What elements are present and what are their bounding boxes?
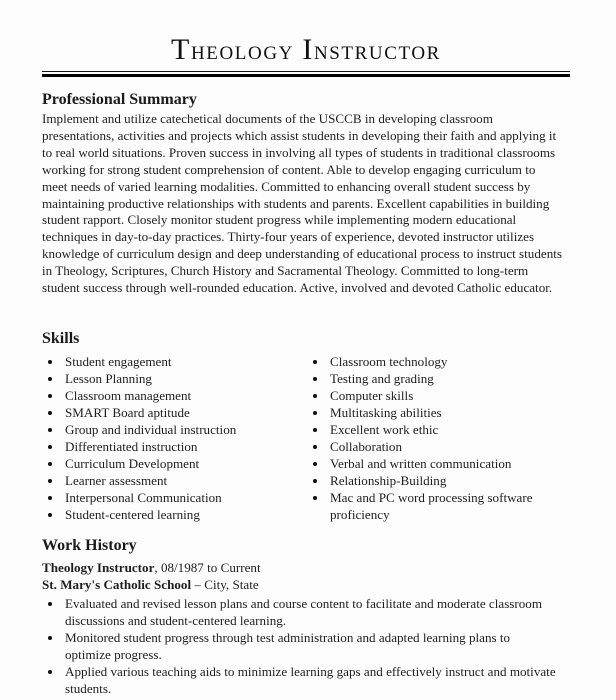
summary-text: Implement and utilize catechetical documents of the USCCB in developing classroom presentations, activities and projects which assist students in developing their faith and applying it to real world situations. Proven success in involving all types of students in traditional classrooms working for strong student comprehension of content. Able to develop engaging curriculum to meet needs of varied learning modalities. Committed to enhancing overall student success by maintaining productive relationships with students and parents. Excellent capabilities in building student rapport. Closely monitor student progress while implementing modern educational techniques in day-to-day practices. Thirty-four years of experience, devoted instructor utilizes knowledge of curriculum design and deep understanding of educational process to instruct students in Theology, Scriptures, Church History and Sacramental Theology. Committed to long-term student success through well-rounded education. Active, involved and devoted Catholic educator. bbox=[42, 111, 562, 296]
skill-item: Group and individual instruction bbox=[42, 421, 307, 438]
job-dates: , 08/1987 to Current bbox=[154, 560, 261, 575]
skill-item: Relationship-Building bbox=[307, 472, 552, 489]
skill-item: Classroom management bbox=[42, 387, 307, 404]
title-word-rest: nstructor bbox=[313, 35, 441, 65]
skill-item: Testing and grading bbox=[307, 370, 552, 387]
skill-item: Student-centered learning bbox=[42, 506, 307, 523]
job-title-line bbox=[42, 559, 261, 576]
skills-list-right bbox=[307, 353, 552, 523]
title-divider-thick bbox=[42, 74, 570, 77]
duty-item: Evaluated and revised lesson plans and course content to facilitate and moderate classroom discussions and student-centered learning. bbox=[42, 595, 557, 629]
title-initial: T bbox=[171, 33, 191, 66]
duty-item: Applied various teaching aids to minimize learning gaps and effectively instruct and motivate students. bbox=[42, 663, 557, 697]
section-heading-work-history: Work History bbox=[42, 537, 137, 554]
title-word-rest: heology bbox=[190, 35, 294, 65]
title-initial: I bbox=[302, 33, 314, 66]
skill-item: Interpersonal Communication bbox=[42, 489, 307, 506]
job-location: – City, State bbox=[191, 577, 259, 592]
job-duties-list bbox=[42, 595, 557, 697]
skill-item: Collaboration bbox=[307, 438, 552, 455]
skill-item: Classroom technology bbox=[307, 353, 552, 370]
skill-item: Learner assessment bbox=[42, 472, 307, 489]
skills-list-left bbox=[42, 353, 307, 523]
skill-item: Multitasking abilities bbox=[307, 404, 552, 421]
job-title: Theology Instructor bbox=[42, 560, 155, 575]
section-heading-summary: Professional Summary bbox=[42, 91, 197, 108]
job-employer-line bbox=[42, 576, 259, 593]
title-divider-thin bbox=[42, 71, 570, 72]
skill-item: Verbal and written communication bbox=[307, 455, 552, 472]
resume-title bbox=[42, 33, 570, 66]
skill-item: Differentiated instruction bbox=[42, 438, 307, 455]
skill-item: Student engagement bbox=[42, 353, 307, 370]
skill-item: Mac and PC word processing software proficiency bbox=[307, 489, 552, 523]
skill-item: Lesson Planning bbox=[42, 370, 307, 387]
section-heading-skills: Skills bbox=[42, 330, 80, 347]
skill-item: SMART Board aptitude bbox=[42, 404, 307, 421]
job-employer: St. Mary's Catholic School bbox=[42, 577, 192, 592]
skill-item: Excellent work ethic bbox=[307, 421, 552, 438]
duty-item: Monitored student progress through test administration and adapted learning plans to optimize progress. bbox=[42, 629, 557, 663]
skill-item: Curriculum Development bbox=[42, 455, 307, 472]
skill-item: Computer skills bbox=[307, 387, 552, 404]
